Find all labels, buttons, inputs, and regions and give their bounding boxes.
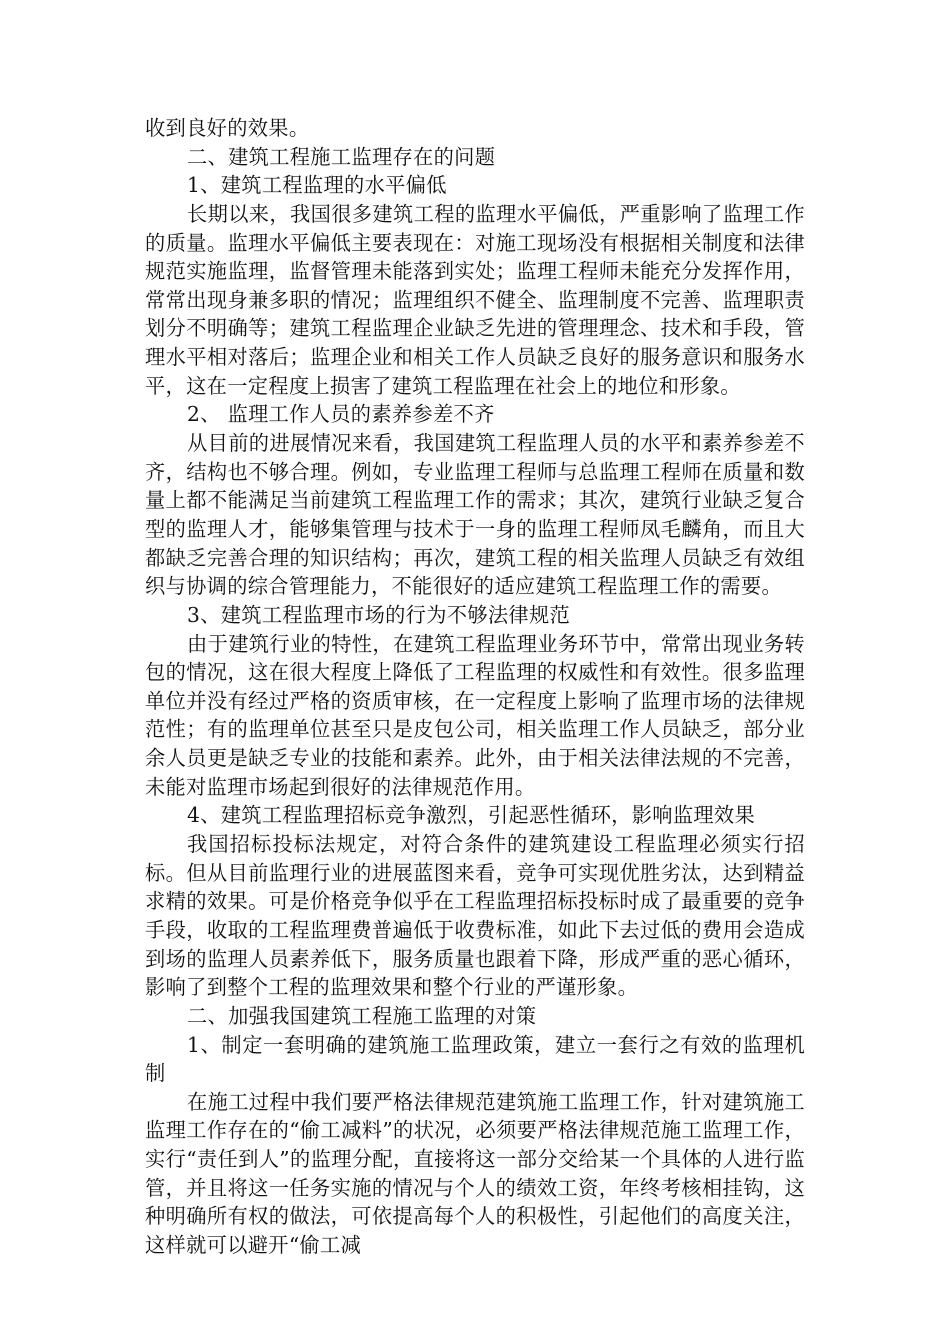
paragraph: 收到良好的效果。 xyxy=(145,116,310,140)
subsection-heading: 2、 监理工作人员的素养参差不齐 xyxy=(187,402,495,427)
document-body xyxy=(145,114,805,1260)
paragraph: 长期以来，我国很多建筑工程的监理水平偏低，严重影响了监理工作的质量。监理水平偏低主要表现在：对施工现场没有根据相关制度和法律规范实施监理，监督管理未能落到实处；监理工程师未能充分发挥作用，常常出现身兼多职的情况；监理组织不健全、监理制度不完善、监理职责划分不明确等；建筑工程监理企业缺乏先进的管理理念、技术和手段，管理水平相对落后；监理企业和相关工作人员缺乏良好的服务意识和服务水平，这在一定程度上损害了建筑工程监理在社会上的地位和形象。 xyxy=(145,201,805,398)
section-heading: 二、建筑工程施工监理存在的问题 xyxy=(187,144,496,169)
section-heading: 二、加强我国建筑工程施工监理的对策 xyxy=(187,1003,537,1028)
subsection-heading: 3、建筑工程监理市场的行为不够法律规范 xyxy=(187,602,571,627)
paragraph: 在施工过程中我们要严格法律规范建筑施工监理工作，针对建筑施工监理工作存在的“偷工减料”的状况，必须要严格法律规范施工监理工作，实行“责任到人”的监理分配，直接将这一部分交给某一个具体的人进行监管，并且将这一任务实施的情况与个人的绩效工资，年终考核相挂钩，这种明确所有权的做法，可依提高每个人的积极性，引起他们的高度关注，这样就可以避开“偷工减 xyxy=(145,1089,805,1257)
subsection-heading: 1、建筑工程监理的水平偏低 xyxy=(187,173,447,198)
paragraph: 从目前的进展情况来看，我国建筑工程监理人员的水平和素养参差不齐，结构也不够合理。例如，专业监理工程师与总监理工程师在质量和数量上都不能满足当前建筑工程监理工作的需求；其次，建筑行业缺乏复合型的监理人才，能够集管理与技术于一身的监理工程师凤毛麟角，而且大都缺乏完善合理的知识结构；再次，建筑工程的相关监理人员缺乏有效组织与协调的综合管理能力，不能很好的适应建筑工程监理工作的需要。 xyxy=(145,431,805,599)
paragraph: 由于建筑行业的特性，在建筑工程监理业务环节中，常常出现业务转包的情况，这在很大程度上降低了工程监理的权威性和有效性。很多监理单位并没有经过严格的资质审核，在一定程度上影响了监理市场的法律规范性；有的监理单位甚至只是皮包公司，相关监理工作人员缺乏，部分业余人员更是缺乏专业的技能和素养。此外，由于相关法律法规的不完善，未能对监理市场起到很好的法律规范作用。 xyxy=(145,631,805,799)
subsection-heading: 1、制定一套明确的建筑施工监理政策，建立一套行之有效的监理机制 xyxy=(145,1032,805,1086)
subsection-heading: 4、建筑工程监理招标竞争激烈，引起恶性循环，影响监理效果 xyxy=(187,803,756,828)
paragraph: 我国招标投标法规定，对符合条件的建筑建设工程监理必须实行招标。但从目前监理行业的进展蓝图来看，竞争可实现优胜劣汰，达到精益求精的效果。可是价格竞争似乎在工程监理招标投标时成了最重要的竞争手段，收取的工程监理费普遍低于收费标准，如此下去过低的费用会造成到场的监理人员素养低下，服务质量也跟着下降，形成严重的恶心循环，影响了到整个工程的监理效果和整个行业的严谨形象。 xyxy=(145,832,805,1000)
